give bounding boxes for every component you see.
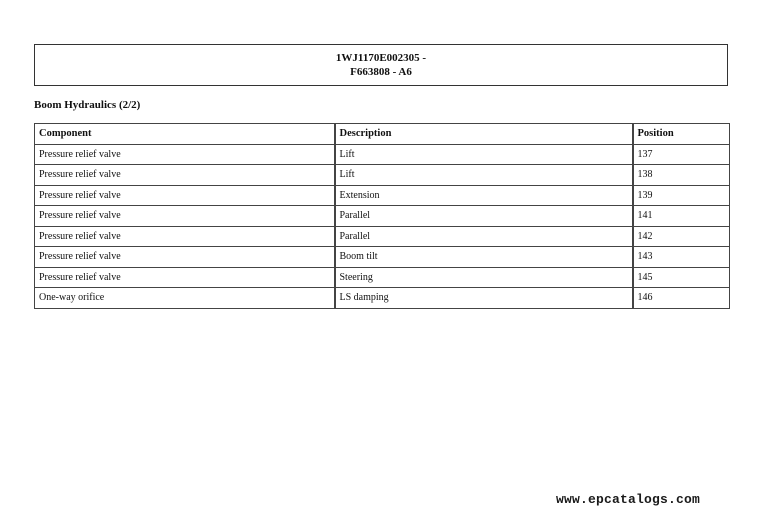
header-line-2: F663808 - A6 xyxy=(350,66,412,78)
table-row xyxy=(35,144,730,165)
cell-position: 139 xyxy=(633,185,730,206)
cell-component: Pressure relief valve xyxy=(35,165,335,186)
table-row xyxy=(35,206,730,227)
cell-description: Parallel xyxy=(335,206,633,227)
cell-description: Parallel xyxy=(335,226,633,247)
table-row xyxy=(35,247,730,268)
table-row xyxy=(35,165,730,186)
cell-position: 146 xyxy=(633,288,730,309)
cell-component: Pressure relief valve xyxy=(35,206,335,227)
column-header-component: Component xyxy=(35,124,335,145)
document-header xyxy=(34,44,728,86)
cell-position: 142 xyxy=(633,226,730,247)
cell-component: Pressure relief valve xyxy=(35,267,335,288)
cell-position: 137 xyxy=(633,144,730,165)
cell-description: Lift xyxy=(335,144,633,165)
cell-component: Pressure relief valve xyxy=(35,247,335,268)
cell-description: Steering xyxy=(335,267,633,288)
cell-position: 141 xyxy=(633,206,730,227)
header-line-1: 1WJ1170E002305 - xyxy=(335,52,427,64)
cell-component: Pressure relief valve xyxy=(35,185,335,206)
cell-position: 145 xyxy=(633,267,730,288)
parts-table xyxy=(34,123,730,309)
column-header-position: Position xyxy=(633,124,730,145)
cell-component: Pressure relief valve xyxy=(35,226,335,247)
table-row xyxy=(35,185,730,206)
cell-position: 143 xyxy=(633,247,730,268)
cell-component: Pressure relief valve xyxy=(35,144,335,165)
watermark-url: www.epcatalogs.com xyxy=(556,492,701,507)
table-row xyxy=(35,288,730,309)
cell-component: One-way orifice xyxy=(35,288,335,309)
column-header-description: Description xyxy=(335,124,633,145)
section-title: Boom Hydraulics (2/2) xyxy=(34,99,141,111)
table-row xyxy=(35,226,730,247)
cell-description: Boom tilt xyxy=(335,247,633,268)
cell-position: 138 xyxy=(633,165,730,186)
table-row xyxy=(35,267,730,288)
table-header-row xyxy=(35,124,730,145)
cell-description: Extension xyxy=(335,185,633,206)
cell-description: Lift xyxy=(335,165,633,186)
cell-description: LS damping xyxy=(335,288,633,309)
